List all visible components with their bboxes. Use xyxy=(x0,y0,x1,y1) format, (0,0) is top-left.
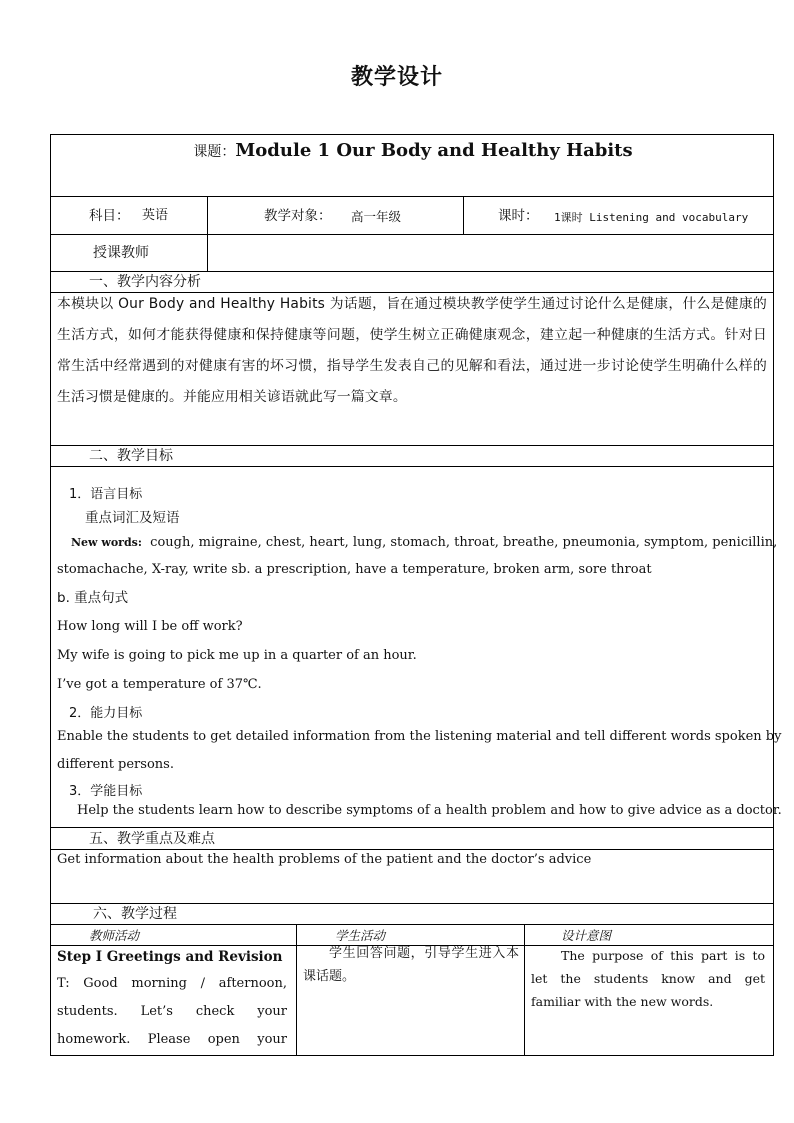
learning-text: Help the students learn how to describe symptoms of a health problem and how to give advice as a doctor. xyxy=(77,803,782,818)
ability-goal: 2．能力目标 xyxy=(69,706,143,721)
lesson-plan-table xyxy=(50,134,782,1056)
content-analysis-text: 本模块以 Our Body and Healthy Habits 为话题，旨在通过模块教学使学生通过讨论什么是健康，什么是健康的生活方式，如何才能获得健康和保持健康等问题，使学生树立正确健康观念，建立起一种健康的生活方式。针对日常生活中经常遇到的对健康有害的坏习惯，指导学生发表自己的见解和看法，通过进一步讨论使学生明确什么样的生活习惯是健康的。并能应用相关谚语就此写一篇文章。 xyxy=(57,296,767,405)
key-sentence-3: I’ve got a temperature of 37℃. xyxy=(57,677,262,692)
audience-value: 高一年级 xyxy=(351,209,402,224)
sentences-heading: b. 重点句式 xyxy=(57,590,129,606)
key-sentence-2: My wife is going to pick me up in a quarter of an hour. xyxy=(57,648,417,663)
design-intent-text: The purpose of this part is to let the students know and get familiar with the new words. xyxy=(531,948,765,1009)
column-design-intent: 设计意图 xyxy=(561,928,612,943)
column-teacher-activity: 教师活动 xyxy=(89,928,140,943)
step-one-title: Step I Greetings and Revision xyxy=(57,949,283,965)
teacher-label: 授课教师 xyxy=(93,245,149,261)
student-activity-text: 学生回答问题，引导学生进入本课话题。 xyxy=(303,946,519,984)
period-value: 1课时 Listening and vocabulary xyxy=(554,211,749,224)
topic-heading xyxy=(51,140,775,164)
section2-heading: 二、教学目标 xyxy=(89,448,173,464)
vocab-heading: 重点词汇及短语 xyxy=(85,510,180,526)
subject-value: 英语 xyxy=(142,208,169,223)
ability-text-2: different persons. xyxy=(57,757,174,772)
learning-goal: 3．学能目标 xyxy=(69,784,143,799)
section5-heading: 五、教学重点及难点 xyxy=(89,831,215,847)
teacher-activity-text: T: Good morning / afternoon, students. Let’s check your homework. Please open your xyxy=(57,976,287,1047)
topic-prefix: 课题： xyxy=(193,144,236,160)
ability-text-1: Enable the students to get detailed information from the listening material and tell different words spoken by xyxy=(57,729,782,744)
period-label: 课时： xyxy=(498,208,539,224)
section6-heading: 六、教学过程 xyxy=(93,906,177,922)
document-title: 教学设计 xyxy=(350,65,443,90)
key-sentence-1: How long will I be off work? xyxy=(57,619,243,634)
new-words-label: New words: xyxy=(71,536,142,549)
new-words-list-2: stomachache, X-ray, write sb. a prescription, have a temperature, broken arm, sore throat xyxy=(57,562,652,577)
audience-label: 教学对象： xyxy=(264,208,332,224)
new-words-list-1: cough, migraine, chest, heart, lung, stomach, throat, breathe, pneumonia, symptom, penicillin, xyxy=(150,535,778,550)
new-words-line xyxy=(71,535,777,551)
language-goal: 1．语言目标 xyxy=(69,487,143,502)
topic-name: Module 1 Our Body and Healthy Habits xyxy=(235,140,633,161)
column-student-activity: 学生活动 xyxy=(335,928,386,943)
subject-label: 科目： xyxy=(89,208,130,224)
key-points-text: Get information about the health problems of the patient and the doctor’s advice xyxy=(57,852,592,867)
section1-heading: 一、教学内容分析 xyxy=(89,274,201,290)
